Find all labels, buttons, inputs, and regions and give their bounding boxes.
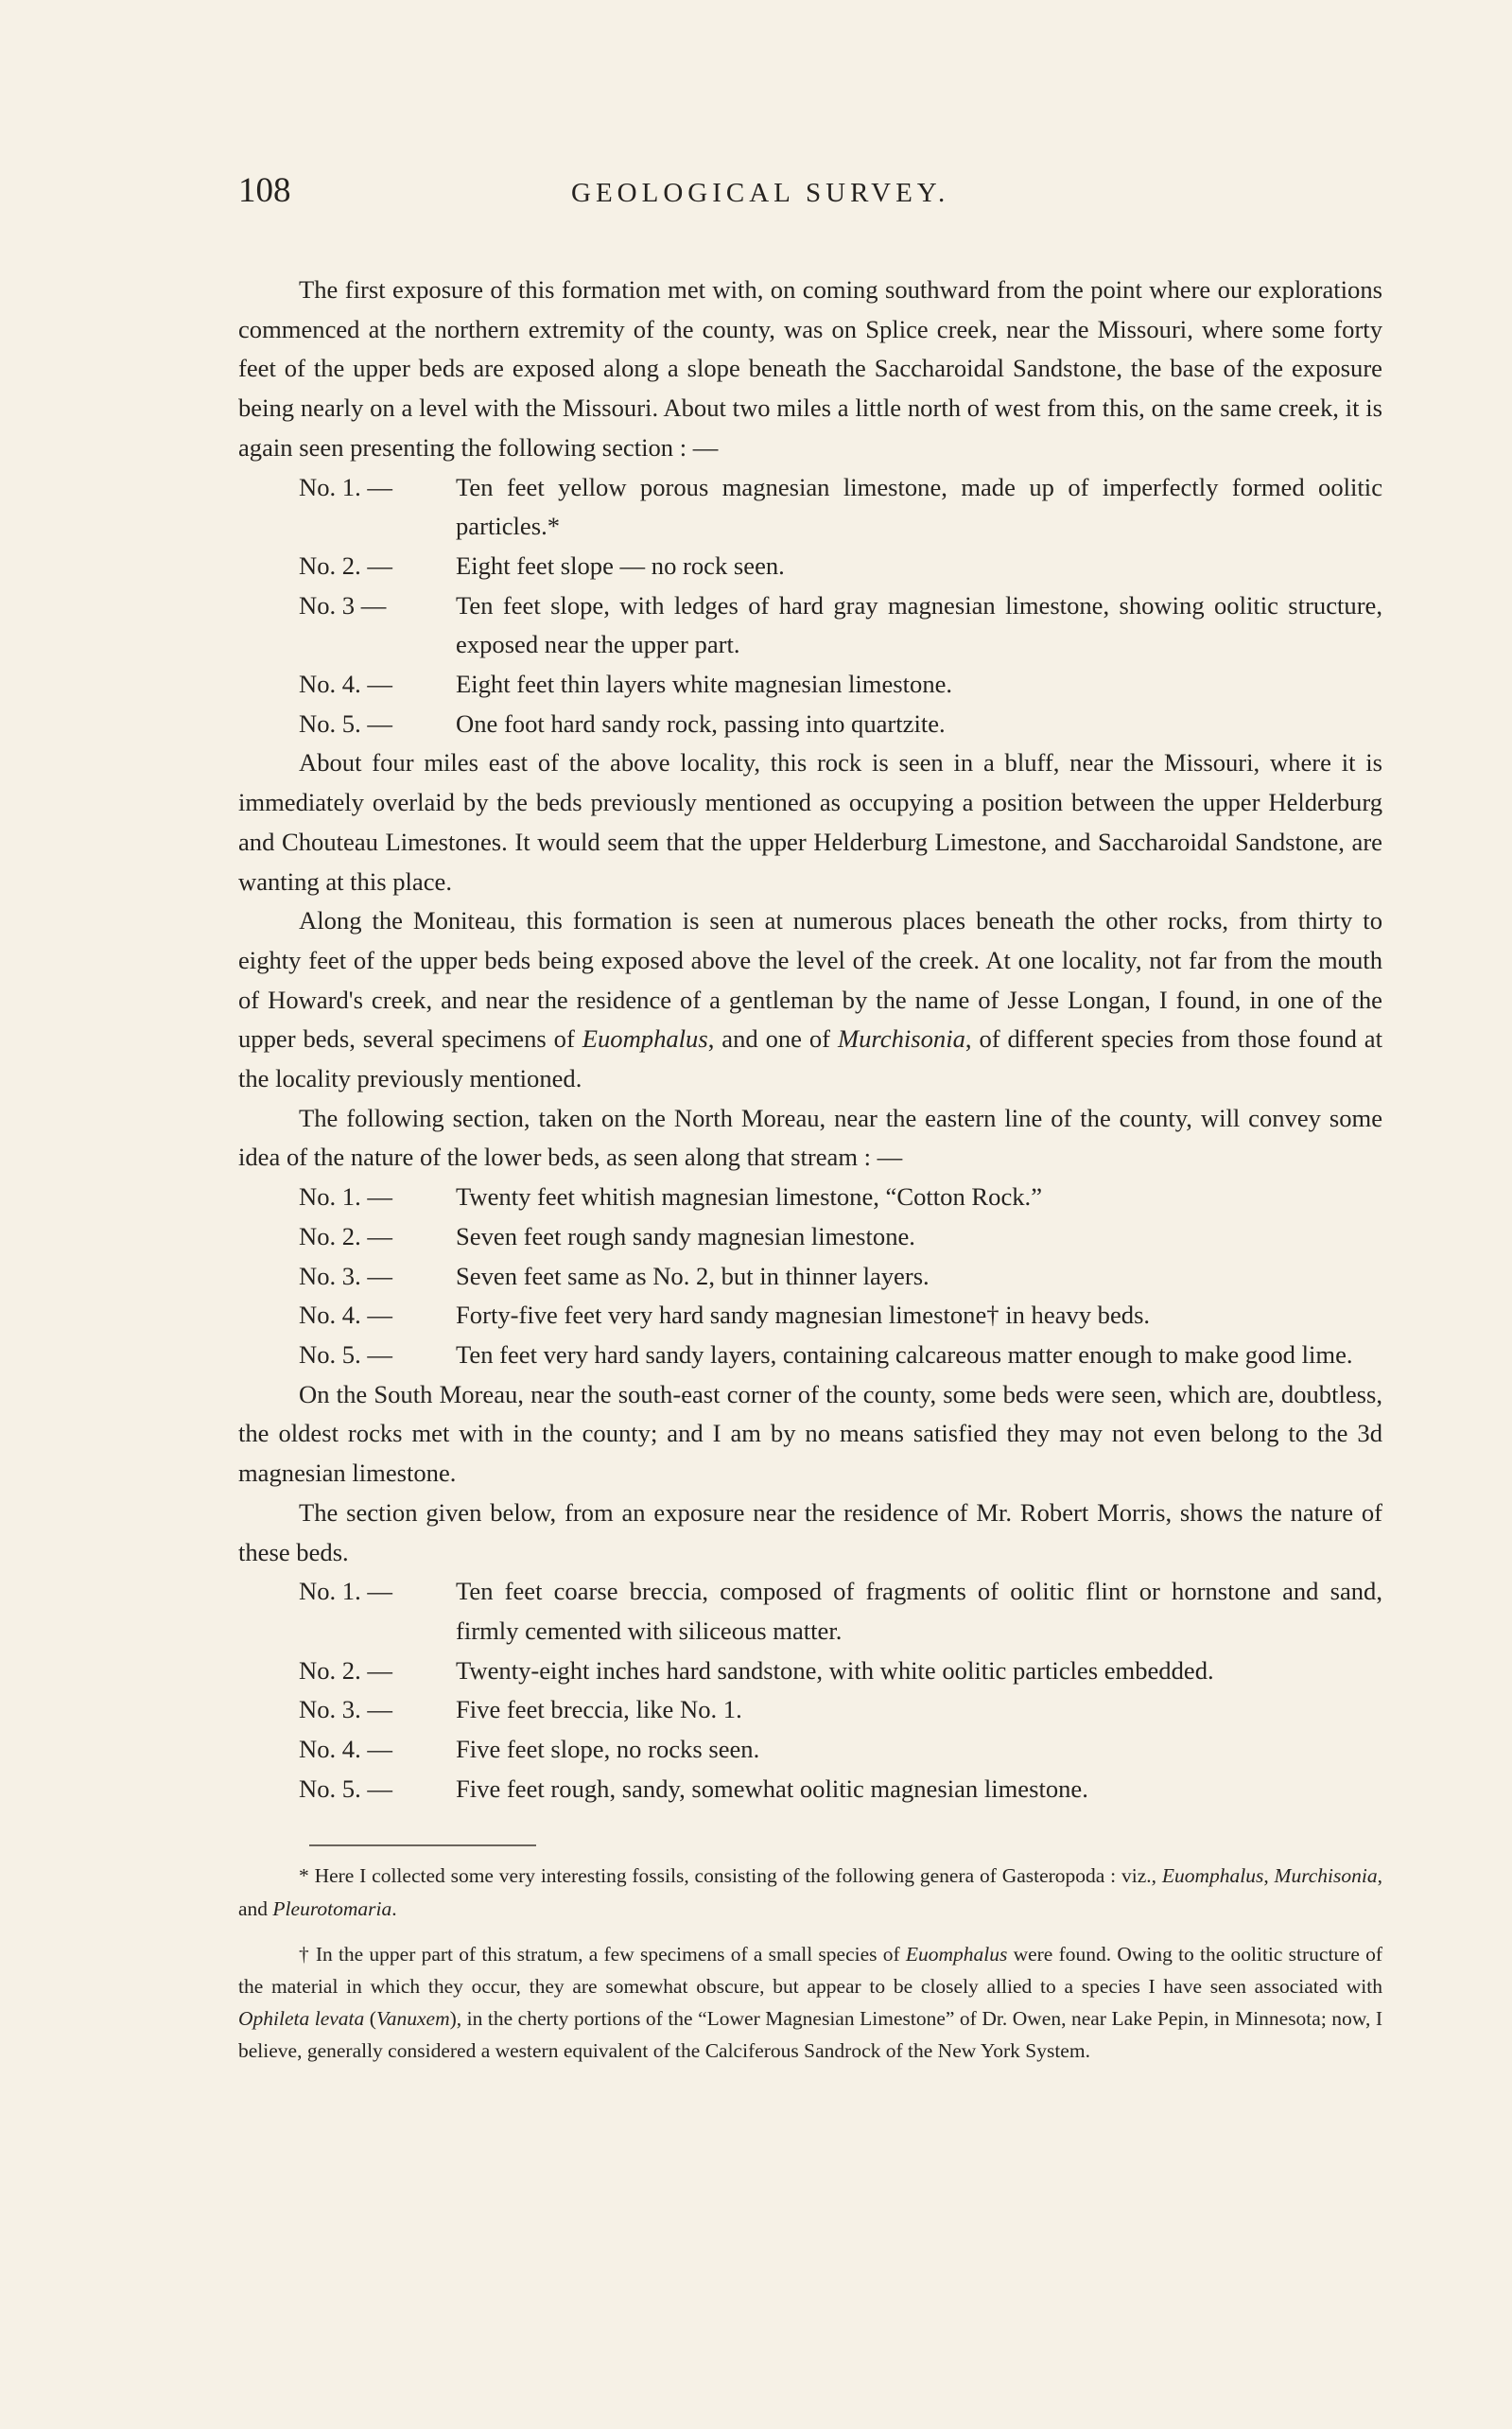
section-item [238, 468, 1382, 547]
section-item [238, 665, 1382, 705]
item-text: Ten feet coarse breccia, composed of fragments of oolitic flint or hornstone and sand, firmly cemented with siliceous matter. [456, 1577, 1382, 1645]
item-text: Seven feet rough sandy magnesian limestone. [456, 1221, 915, 1250]
running-title: GEOLOGICAL SURVEY. [571, 178, 950, 208]
item-text: Five feet rough, sandy, somewhat oolitic magnesian limestone. [456, 1774, 1088, 1803]
section-item [238, 1730, 1382, 1770]
text-run: ( [364, 2007, 376, 2031]
page-header [238, 170, 1382, 218]
genus-name: Euomphalus [905, 1942, 1008, 1966]
item-text: Eight feet slope — no rock seen. [456, 550, 785, 580]
item-text: Twenty feet whitish magnesian limestone, “Cotton Rock.” [456, 1182, 1043, 1212]
genus-name: Euomphalus [1161, 1864, 1264, 1888]
species-name: Ophileta levata [238, 2007, 365, 2031]
genus-name: Murchisonia [1274, 1864, 1378, 1888]
item-text: Eight feet thin layers white magnesian limestone. [456, 670, 953, 699]
item-number: No. 3. — [299, 1695, 392, 1724]
footnote-rule [309, 1844, 536, 1846]
page-number: 108 [238, 171, 291, 210]
text-run: ), in the cherty portions of the “Lower Magnesian Limestone” of Dr. Owen, near Lake Pepin, in Minnesota; now, I believe, generally considered a western equivalent of the Calciferous Sandrock of the New York System. [238, 2007, 1382, 2063]
paragraph-north-moreau: The following section, taken on the North Moreau, near the eastern line of the county, will convey some idea of the nature of the lower beds, as seen along that stream : — [238, 1103, 1382, 1172]
item-number: No. 3. — [299, 1261, 392, 1290]
genus-name: Murchisonia [837, 1024, 965, 1054]
author-name: Vanuxem [375, 2007, 450, 2031]
item-text: Five feet breccia, like No. 1. [456, 1695, 742, 1724]
paragraph-morris-section: The section given below, from an exposure near the residence of Mr. Robert Morris, shows the nature of these beds. [238, 1497, 1382, 1566]
section-item [238, 1770, 1382, 1809]
item-number: No. 1. — [299, 1182, 392, 1212]
section-item [238, 705, 1382, 744]
item-number: No. 1. — [299, 1577, 392, 1606]
item-text: One foot hard sandy rock, passing into quartzite. [456, 708, 946, 738]
genus-name: Euomphalus [582, 1024, 708, 1054]
item-number: No. 5. — [299, 1774, 392, 1803]
text-run: , and [238, 1864, 1382, 1920]
footnote-asterisk [238, 1860, 1382, 1924]
page-body [238, 271, 1382, 2068]
item-number: No. 4. — [299, 1301, 392, 1330]
section-item [238, 1257, 1382, 1297]
item-number: No. 5. — [299, 708, 392, 738]
section-item [238, 1178, 1382, 1217]
text-run: † In the upper part of this stratum, a few specimens of a small species of [299, 1942, 906, 1966]
section-item [238, 1217, 1382, 1257]
text-run: , [1263, 1864, 1275, 1888]
paragraph-south-moreau: On the South Moreau, near the south-east corner of the county, some beds were seen, which are, doubtless, the oldest rocks met with in the county; and I am by no means satisfied they may not even belong to the 3d magnesian limestone. [238, 1379, 1382, 1488]
section-item [238, 1336, 1382, 1375]
section-item [238, 1572, 1382, 1651]
paragraph-missouri-bluff: About four miles east of the above locality, this rock is seen in a bluff, near the Missouri, where it is immediately overlaid by the beds previously mentioned as occupying a position between the upper Helderburg and Chouteau Limestones. It would seem that the upper Helderburg Limestone, and Saccharoidal Sandstone, are wanting at this place. [238, 748, 1382, 896]
section-item [238, 586, 1382, 665]
paragraph-splice-creek: The first exposure of this formation met with, on coming southward from the point where our explorations commenced at the northern extremity of the county, was on Splice creek, near the Missouri, where some forty feet of the upper beds are exposed along a slope beneath the Saccharoidal Sandstone, the base of the exposure being nearly on a level with the Missouri. About two miles a little north of west from this, on the same creek, it is again seen presenting the following section : — [238, 275, 1382, 462]
text-run: Along the Moniteau, this formation is seen at numerous places beneath the other rocks, from thirty to eighty feet of the upper beds being exposed above the level of the creek. At one locality, not far from the mouth of Howard's creek, and near the residence of a gentleman by the name of Jesse Longan, I found, in one of the upper beds, several specimens of [238, 906, 1382, 1054]
item-number: No. 1. — [299, 472, 392, 501]
genus-name: Pleurotomaria [272, 1896, 392, 1920]
item-number: No. 2. — [299, 1221, 392, 1250]
text-run: * Here I collected some very interesting fossils, consisting of the following genera of Gasteropoda : viz., [299, 1864, 1162, 1888]
item-text: Seven feet same as No. 2, but in thinner layers. [456, 1261, 930, 1290]
text-run: , of different species from those found at the locality previously mentioned. [238, 1024, 1382, 1093]
item-text: Ten feet slope, with ledges of hard gray magnesian limestone, showing oolitic structure, exposed near the upper part. [456, 590, 1382, 659]
footnotes [238, 1860, 1382, 2067]
item-number: No. 3 — [299, 590, 387, 620]
section-list-morris [238, 1572, 1382, 1809]
item-number: No. 2. — [299, 1655, 392, 1685]
paragraph-moniteau [238, 901, 1382, 1099]
item-number: No. 4. — [299, 1735, 392, 1764]
item-number: No. 4. — [299, 670, 392, 699]
text-run: were found. Owing to the oolitic structure of the material in which they occur, they are somewhat obscure, but appear to be closely allied to a species I have seen associated with [238, 1942, 1383, 1999]
section-item [238, 1690, 1382, 1730]
item-text: Five feet slope, no rocks seen. [456, 1735, 760, 1764]
section-item [238, 547, 1382, 586]
footnote-dagger [238, 1938, 1382, 2068]
item-text: Ten feet yellow porous magnesian limestone, made up of imperfectly formed oolitic particles.* [456, 472, 1382, 541]
item-text: Forty-five feet very hard sandy magnesian limestone† in heavy beds. [456, 1301, 1151, 1330]
section-list-splice-creek [238, 468, 1382, 744]
section-item [238, 1651, 1382, 1691]
item-number: No. 2. — [299, 550, 392, 580]
text-run: , and one of [707, 1024, 838, 1054]
text-run: . [391, 1896, 397, 1920]
item-text: Ten feet very hard sandy layers, containing calcareous matter enough to make good lime. [456, 1339, 1353, 1369]
section-list-north-moreau [238, 1178, 1382, 1375]
item-text: Twenty-eight inches hard sandstone, with white oolitic particles embedded. [456, 1655, 1214, 1685]
section-item [238, 1296, 1382, 1336]
item-number: No. 5. — [299, 1339, 392, 1369]
